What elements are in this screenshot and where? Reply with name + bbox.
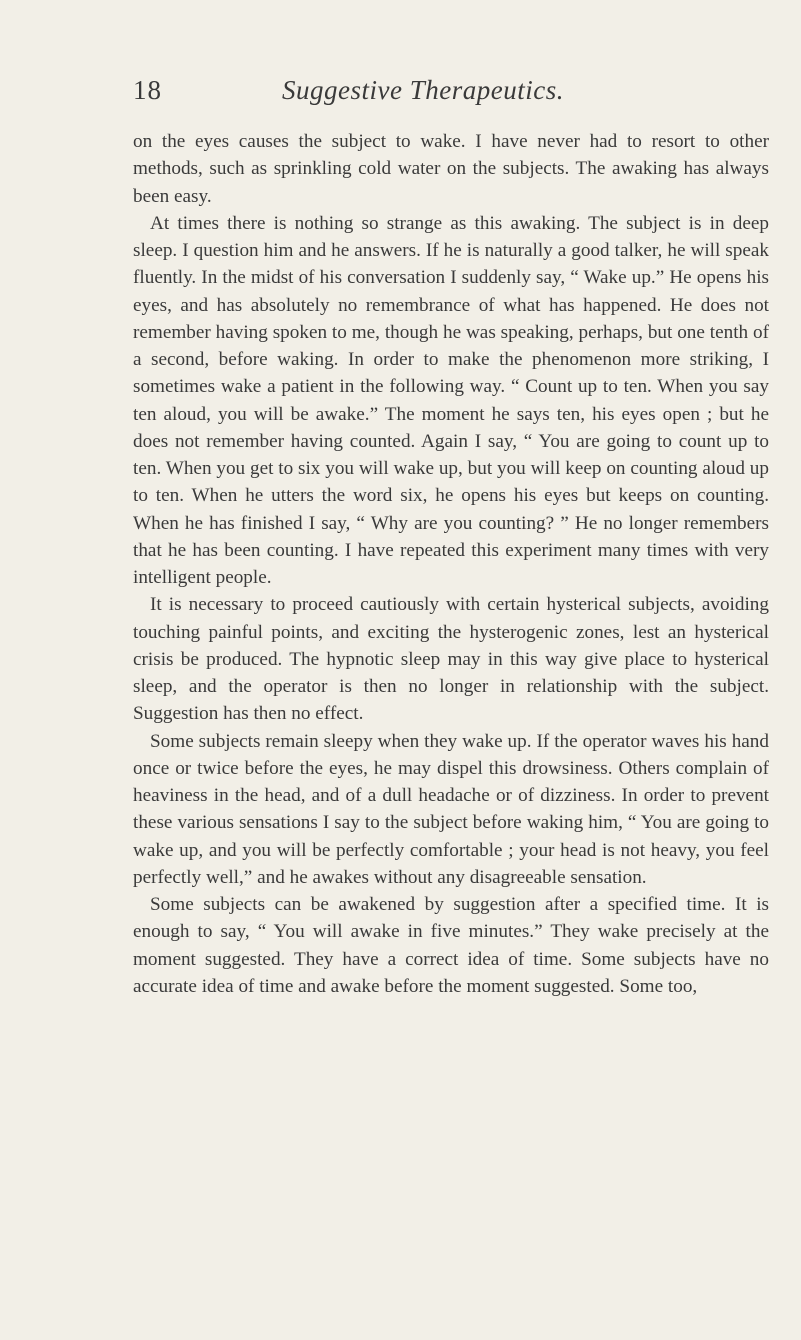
- paragraph-awaking: At times there is nothing so strange as this awaking. The subject is in deep sleep. I question him and he answers. If he is naturally a good talker, he will speak fluently. In the midst of his conversation I suddenly say, “ Wake up.” He opens his eyes, and has absolutely no remembrance of what has happened. He does not remember having spoken to me, though he was speaking, perhaps, but one tenth of a second, before waking. In order to make the phenomenon more striking, I sometimes wake a patient in the following way. “ Count up to ten. When you say ten aloud, you will be awake.” The moment he says ten, his eyes open ; but he does not remember having counted. Again I say, “ You are going to count up to ten. When you get to six you will wake up, but you will keep on counting aloud up to ten. When he utters the word six, he opens his eyes but keeps on counting. When he has finished I say, “ Why are you counting? ” He no longer remembers that he has been counting. I have repeated this experiment many times with very intelligent people.: [133, 212, 769, 588]
- page-number: 18: [133, 75, 162, 105]
- paragraph-timed-awakening: Some subjects can be awakened by suggestion after a specified time. It is enough to say, “ You will awake in five minutes.” They wake precisely at the moment suggested. They have a correct idea of time. Some subjects have no accurate idea of time and awake before the moment suggested. Some too,: [133, 894, 769, 997]
- running-title: Suggestive Therapeutics.: [282, 75, 564, 105]
- body-text: [133, 128, 769, 1000]
- paragraph-hysterical-subjects: It is necessary to proceed cautiously with certain hysterical subjects, avoiding touching painful points, and exciting the hysterogenic zones, lest an hysterical crisis be produced. The hypnotic sleep may in this way give place to hysterical sleep, and the operator is then no longer in relationship with the subject. Suggestion has then no effect.: [133, 594, 769, 725]
- paragraph-continuation: on the eyes causes the subject to wake. I have never had to resort to other methods, such as sprinkling cold water on the subjects. The awaking has always been easy.: [133, 131, 769, 207]
- paragraph-sleepy-subjects: Some subjects remain sleepy when they wake up. If the operator waves his hand once or twice before the eyes, he may dispel this drowsiness. Others complain of heaviness in the head, and of a dull headache or of dizziness. In order to prevent these various sensations I say to the subject before waking him, “ You are going to wake up, and you will be perfectly comfortable ; your head is not heavy, you feel perfectly well,” and he awakes without any disagreeable sensation.: [133, 730, 769, 888]
- running-head: [0, 75, 801, 109]
